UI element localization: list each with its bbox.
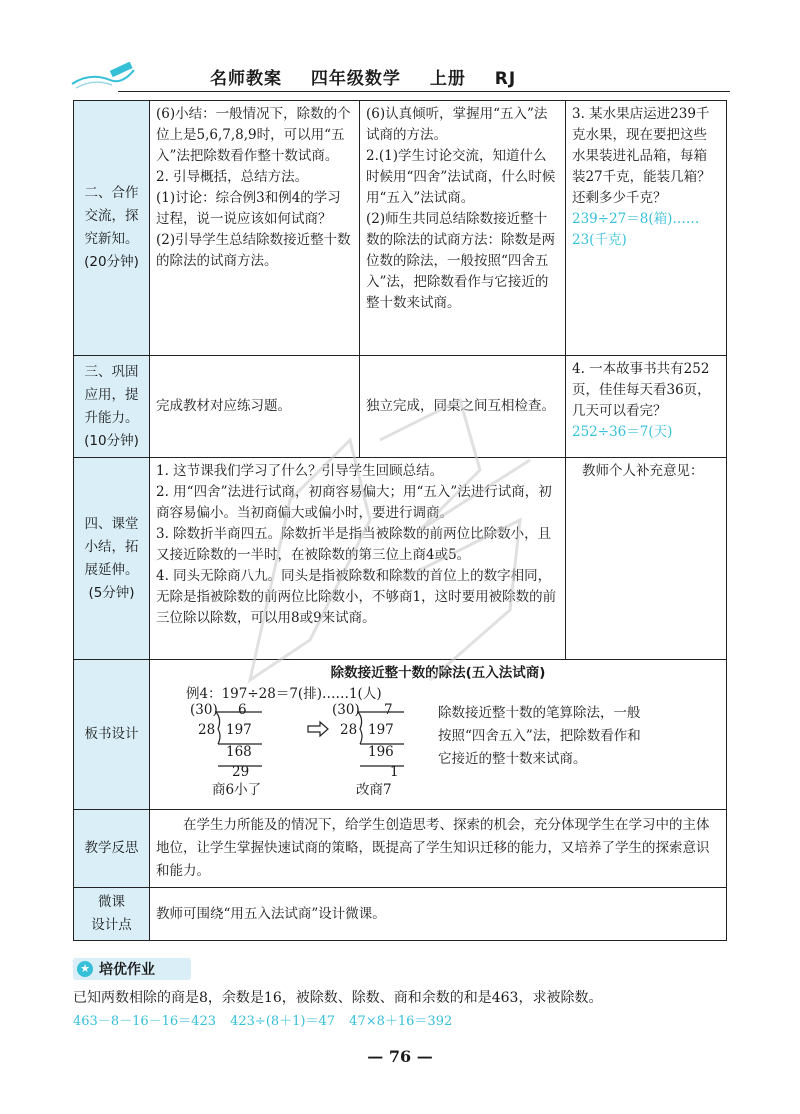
label-line: 设计点: [91, 917, 132, 933]
right-dividend: 197: [368, 722, 394, 738]
header-rule: [118, 91, 730, 92]
section-row-summary: [74, 458, 727, 660]
label-line: 二、合作: [84, 185, 139, 201]
teacher-note-cell: [566, 458, 727, 660]
label-line: 展延伸。: [84, 561, 139, 578]
pencil-logo-icon: [70, 62, 136, 92]
paragraph: (6)认真倾听，掌握用“五入”法试商的方法。: [366, 106, 548, 143]
board-example: 例4：197÷28＝7(排)……1(人): [186, 686, 382, 702]
left-hint: (30): [190, 702, 218, 718]
teacher-activity: [150, 356, 360, 458]
label-line: 升能力。: [84, 409, 139, 426]
left-divisor: 28: [198, 722, 216, 738]
label-line: (10分钟): [84, 432, 139, 449]
student-activity: [360, 356, 566, 458]
section-label: [74, 888, 150, 941]
left-quotient: 6: [238, 702, 247, 718]
page-number: — 76 —: [367, 1047, 433, 1066]
header-grade: 四年级数学: [310, 69, 401, 89]
section-label: [74, 356, 150, 458]
header-edition: RJ: [494, 69, 517, 89]
summary-content: [150, 458, 566, 660]
left-remainder: 29: [232, 764, 250, 780]
label-line: 究新知。: [84, 231, 139, 247]
exercise-cell: [566, 356, 727, 458]
micro-text: 教师可围绕“用五入法试商”设计微课。: [150, 888, 727, 941]
paragraph: 2. 用“四舍”法进行试商，初商容易偏大；用“五入”法进行试商，初商容易偏小。当初商偏大或偏小时，要进行调商。: [156, 484, 552, 521]
right-caption: 改商7: [356, 782, 392, 798]
section-label: [74, 458, 150, 660]
section-label: 板书设计: [74, 660, 150, 810]
paragraph: (2)引导学生总结除数接近整十数的除法的试商方法。: [156, 232, 351, 269]
exercise-answer: 252÷36＝7(天): [572, 424, 673, 440]
page-header: [70, 58, 730, 98]
label-line: 三、巩固: [84, 363, 139, 380]
header-book: 名师教案: [210, 69, 282, 89]
exercise-text: 4. 一本故事书共有252页，佳佳每天看36页，几天可以看完？: [572, 361, 711, 419]
section-label: [74, 101, 150, 356]
star-icon: ★: [77, 961, 93, 977]
arrow-right-icon: [306, 720, 330, 738]
paragraph: 2.(1)学生讨论交流，知道什么时候用“四舍”法试商，什么时候用“五入”法试商。: [366, 148, 556, 206]
lesson-table: [73, 100, 727, 941]
right-divisor: 28: [340, 722, 358, 738]
right-product: 196: [368, 744, 394, 760]
right-hint: (30): [332, 702, 360, 718]
label-line: (20分钟): [84, 254, 139, 270]
paragraph: 4. 同头无除商八九。同头是指被除数和除数的首位上的数字相同，无除是指被除数的前两位比除数小，不够商1，这时要用被除数的前三位除以除数，可以用8或9来试商。: [156, 568, 557, 626]
paragraph: 1. 这节课我们学习了什么？引导学生回顾总结。: [156, 463, 444, 479]
board-content: [156, 684, 720, 796]
board-cell: [150, 660, 727, 810]
paragraph: 独立完成，同桌之间互相检查。: [366, 398, 555, 414]
reflection-text: 在学生力所能及的情况下，给学生创造思考、探索的机会，充分体现学生在学习中的主体地位，让学生掌握快速试商的策略，既提高了学生知识迁移的能力，又培养了学生的探索意识和能力。: [150, 810, 727, 888]
label-line: 应用，提: [84, 386, 139, 403]
label-line: (5分钟): [88, 584, 135, 601]
paragraph: 3. 除数折半商四五。除数折半是指当被除数的前两位比除数小，且又接近除数的一半时，在被除数的第三位上商4或5。: [156, 526, 552, 563]
header-volume: 上册: [429, 69, 466, 89]
teacher-activity: [150, 101, 360, 356]
extra-heading-text: 培优作业: [99, 962, 155, 978]
label-line: 小结，拓: [84, 538, 139, 555]
board-design-row: [74, 660, 727, 810]
exercise-cell: [566, 101, 727, 356]
label-line: 四、课堂: [84, 515, 139, 532]
exercise-answer: 239÷27＝8(箱)……23(千克): [572, 211, 700, 248]
board-note: 除数接近整十数的笔算除法，一般按照“四舍五入”法，把除数看作和它接近的整十数来试商。: [438, 705, 641, 767]
paragraph: 完成教材对应练习题。: [156, 398, 291, 414]
teacher-note: 教师个人补充意见：: [582, 463, 704, 479]
extra-answer: 463－8－16－16＝423 423÷(8＋1)＝47 47×8＋16＝392: [73, 1014, 453, 1029]
left-caption: 商6小了: [212, 782, 262, 798]
section-row-explore: [74, 101, 727, 356]
extra-question: 已知两数相除的商是8，余数是16，被除数、除数、商和余数的和是463，求被除数。: [73, 990, 603, 1006]
micro-course-row: [74, 888, 727, 941]
section-label: 教学反思: [74, 810, 150, 888]
extra-homework-heading: [73, 958, 191, 980]
paragraph: (2)师生共同总结除数接近整十数的除法的试商方法：除数是两位数的除法，一般按照“四舍五入”法，把除数看作与它接近的整十数来试商。: [366, 211, 555, 311]
left-product: 168: [226, 744, 252, 760]
header-title: [210, 64, 538, 89]
paragraph: 2. 引导概括，总结方法。: [156, 169, 309, 185]
paragraph: (1)讨论：综合例3和例4的学习过程，说一说应该如何试商？: [156, 190, 341, 227]
label-line: 交流，探: [84, 208, 139, 224]
right-quotient: 7: [384, 702, 393, 718]
reflection-row: [74, 810, 727, 888]
right-remainder: 1: [390, 764, 399, 780]
left-dividend: 197: [226, 722, 252, 738]
label-line: 微课: [98, 894, 125, 910]
exercise-text: 3. 某水果店运进239千克水果，现在要把这些水果装进礼品箱，每箱装27千克，能装几箱？还剩多少千克？: [572, 106, 711, 206]
board-title: 除数接近整十数的除法(五入法试商): [330, 665, 546, 681]
section-row-practice: [74, 356, 727, 458]
student-activity: [360, 101, 566, 356]
paragraph: (6)小结：一般情况下，除数的个位上是5,6,7,8,9时，可以用“五入”法把除数看作整十数试商。: [156, 106, 351, 164]
